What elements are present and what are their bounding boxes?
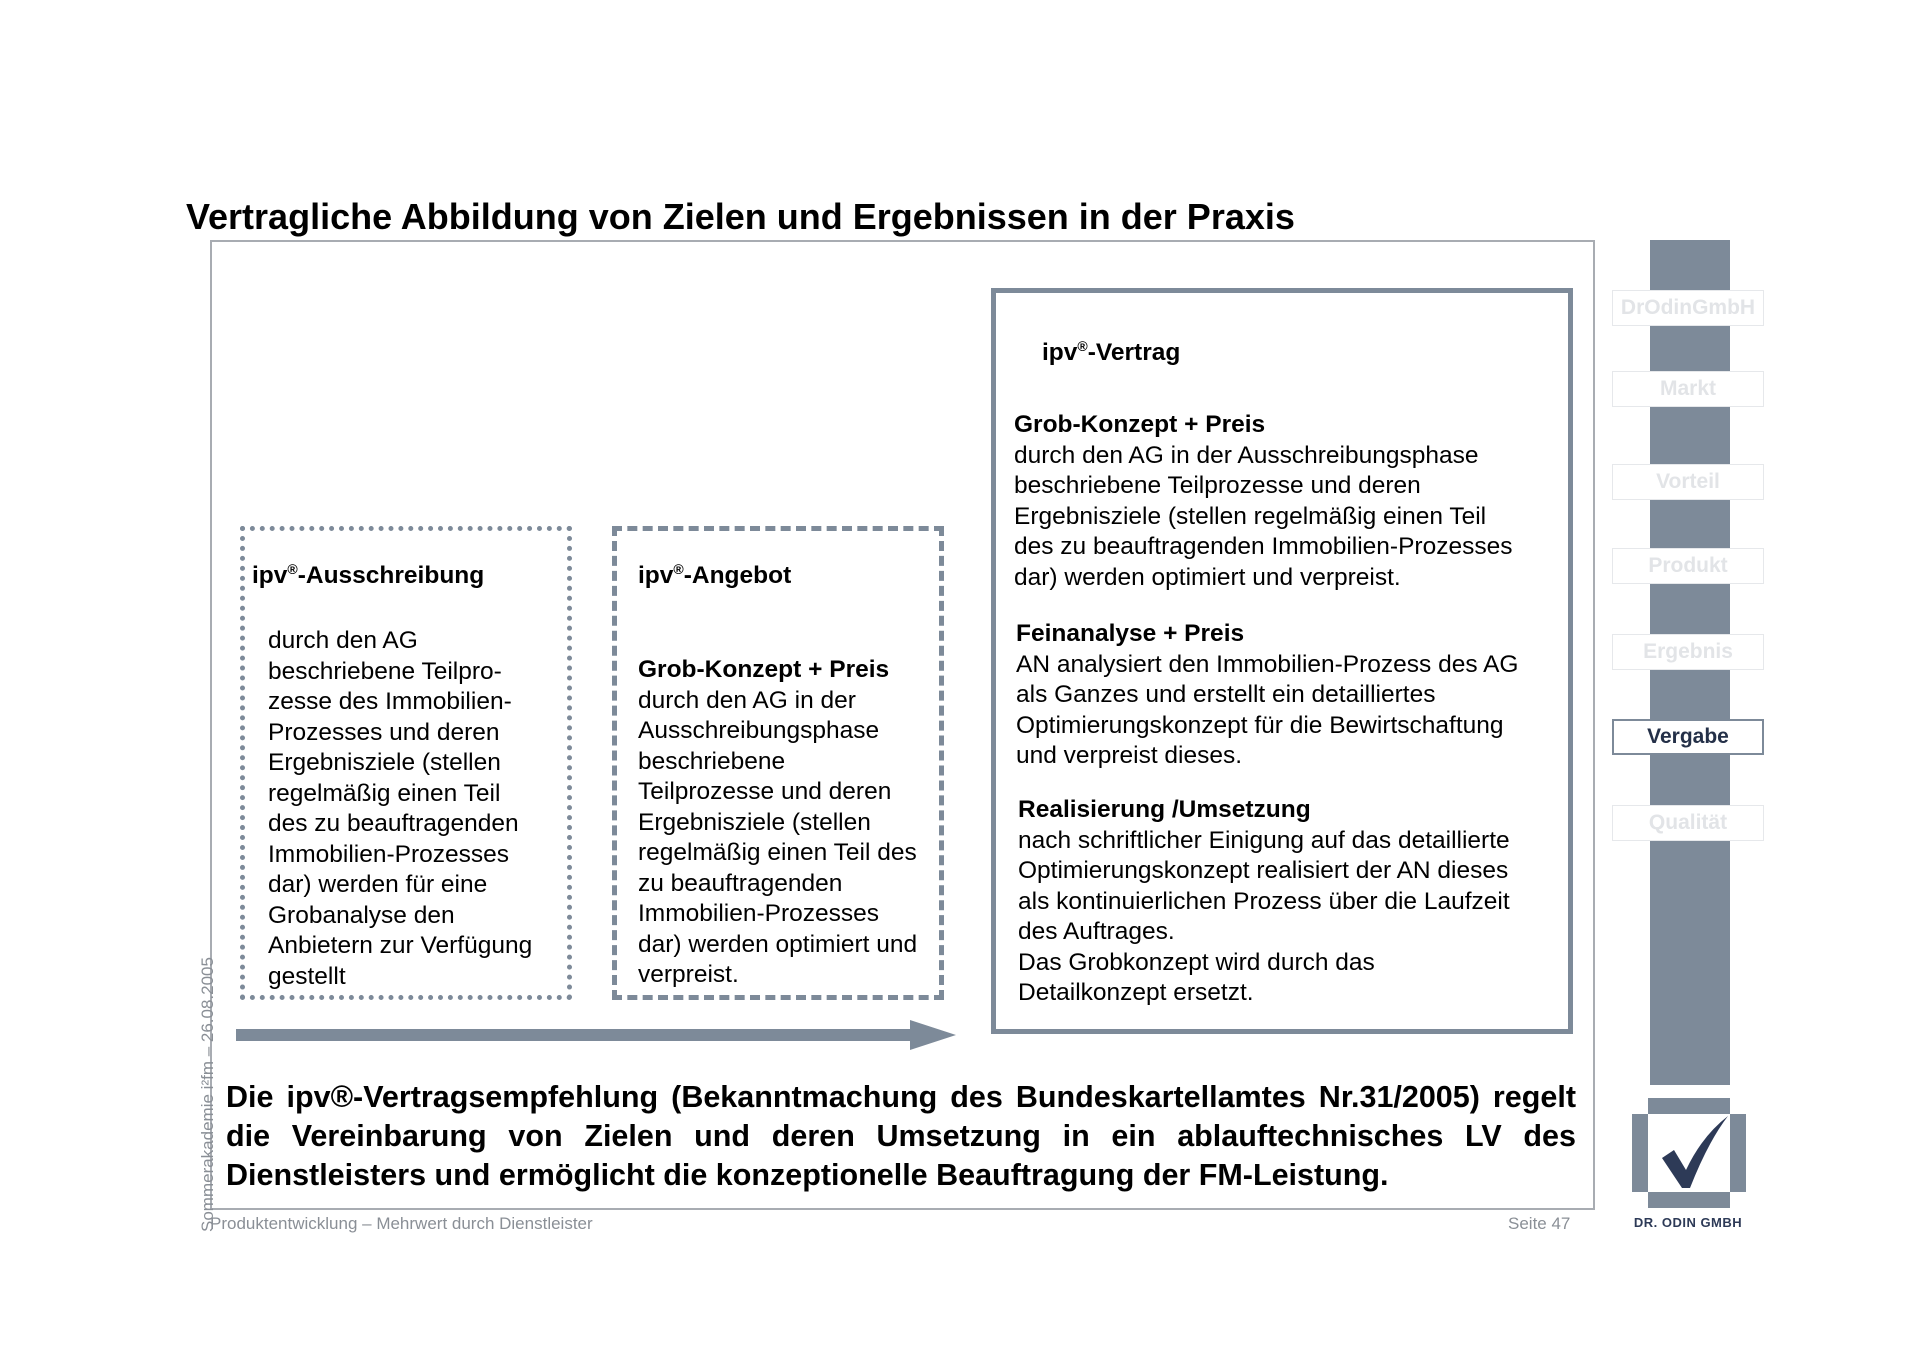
- text-line: Ergebnisziele (stellen regelmäßig einen Teil: [1014, 502, 1487, 530]
- text-line: regelmäßig einen Teil des: [638, 839, 917, 866]
- ausschreibung-body: [268, 626, 532, 992]
- text-line: und verpreist dieses.: [1016, 742, 1243, 769]
- text-line: als Ganzes und erstellt ein detailliertes: [1016, 681, 1436, 708]
- nav-item-markt[interactable]: Markt: [1612, 371, 1764, 407]
- text-line: zu beauftragenden: [638, 869, 843, 897]
- vertrag-heading: ipv®-Vertrag: [1042, 338, 1181, 367]
- vertrag-section-feinanalyse: [1016, 619, 1518, 772]
- nav-item-ergebnis[interactable]: Ergebnis: [1612, 634, 1764, 670]
- text-line: Immobilien-Prozesses: [638, 900, 879, 927]
- vertical-note: Sommerakademie i²fm – 26.08.2005: [198, 957, 217, 1232]
- text-line: dar) werden für eine: [268, 871, 488, 898]
- ausschreibung-heading: ipv®-Ausschreibung: [252, 561, 485, 590]
- text-line: Immobilien-Prozesses: [268, 840, 509, 868]
- text-line: als kontinuierlichen Prozess über die Laufzeit: [1018, 887, 1510, 915]
- text-line: Optimierungskonzept realisiert der AN dieses: [1018, 857, 1509, 884]
- process-arrow-icon: [234, 1018, 960, 1052]
- text-line: beschriebene Teilprozesse und deren: [1014, 472, 1421, 499]
- nav-item-qualitaet[interactable]: Qualität: [1612, 805, 1764, 841]
- text-line: Das Grobkonzept wird durch das: [1018, 948, 1375, 976]
- nav-item-vorteil[interactable]: Vorteil: [1612, 464, 1764, 500]
- text-line: des Auftrages.: [1018, 918, 1175, 945]
- footer-title: Produktentwicklung – Mehrwert durch Dienstleister: [210, 1214, 593, 1233]
- section-title: Feinanalyse + Preis: [1016, 620, 1245, 647]
- text-line: dar) werden optimiert und: [638, 930, 918, 958]
- nav-item-drodingmbh[interactable]: DrOdinGmbH: [1612, 290, 1764, 326]
- text-line: zesse des Immobilien-: [268, 688, 512, 715]
- page-title: Vertragliche Abbildung von Zielen und Ergebnissen in der Praxis: [186, 196, 1295, 237]
- vertrag-section-realisierung: [1018, 795, 1510, 1009]
- text-line: Prozesses und deren: [268, 718, 500, 746]
- text-line: durch den AG: [268, 627, 418, 654]
- text-line: dar) werden optimiert und verpreist.: [1014, 563, 1401, 591]
- angebot-heading: ipv®-Angebot: [638, 561, 792, 590]
- checkmark-icon: [1632, 1098, 1746, 1208]
- angebot-body: [638, 655, 917, 991]
- text-line: regelmäßig einen Teil: [268, 779, 501, 807]
- nav-item-vergabe[interactable]: Vergabe: [1612, 719, 1764, 755]
- text-line: verpreist.: [638, 961, 739, 988]
- text-line: Optimierungskonzept für die Bewirtschaftung: [1016, 711, 1504, 739]
- text-line: Ausschreibungsphase: [638, 717, 880, 744]
- section-title: Grob-Konzept + Preis: [1014, 411, 1266, 438]
- text-line: nach schriftlicher Einigung auf das detaillierte: [1018, 826, 1510, 854]
- text-line: Teilprozesse und deren: [638, 778, 892, 805]
- text-line: durch den AG in der: [638, 686, 856, 714]
- text-line: gestellt: [268, 962, 346, 990]
- text-line: Ergebnisziele (stellen: [638, 808, 871, 836]
- summary-statement: Die ipv®-Vertragsempfehlung (Bekanntmachung des Bundeskartellamtes Nr.31/2005) regelt die Vereinbarung von Zielen und deren Umsetzung in ein ablauftechnisches LV des Dienstleisters und ermöglicht die konzeptionelle Beauftragung der FM-Leistung.: [226, 1080, 1576, 1192]
- vertrag-section-grobkonzept: [1014, 410, 1512, 593]
- page-number: Seite 47: [1508, 1214, 1571, 1233]
- section-title: Realisierung /Umsetzung: [1018, 796, 1311, 823]
- text-line: Grobanalyse den: [268, 901, 455, 929]
- text-line: beschriebene: [638, 747, 786, 775]
- text-line: AN analysiert den Immobilien-Prozess des AG: [1016, 650, 1519, 678]
- nav-item-produkt[interactable]: Produkt: [1612, 548, 1764, 584]
- text-line: Detailkonzept ersetzt.: [1018, 979, 1254, 1006]
- text-line: Ergebnisziele (stellen: [268, 749, 501, 776]
- text-line: Anbietern zur Verfügung: [268, 932, 533, 959]
- text-line: beschriebene Teilpro-: [268, 657, 502, 685]
- text-line: des zu beauftragenden Immobilien-Prozesses: [1014, 533, 1513, 560]
- text-line: durch den AG in der Ausschreibungsphase: [1014, 441, 1479, 469]
- logo-text: DR. ODIN GMBH: [1633, 1215, 1743, 1230]
- text-line: des zu beauftragenden: [268, 810, 519, 837]
- angebot-subheading: Grob-Konzept + Preis: [638, 656, 890, 683]
